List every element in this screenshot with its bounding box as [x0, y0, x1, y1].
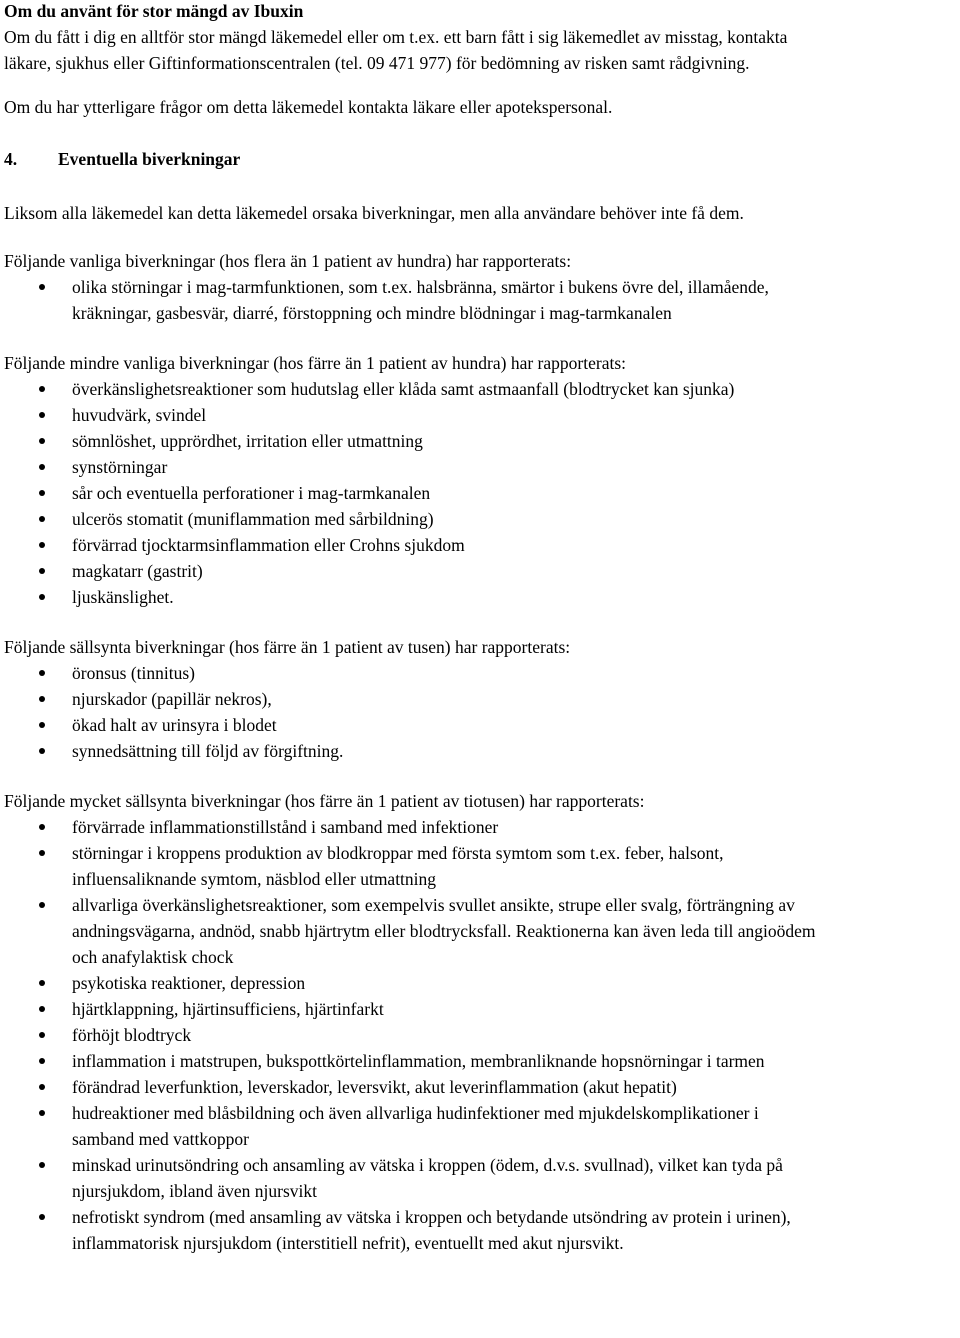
- list-item: [4, 1022, 956, 1048]
- bullet-icon: [39, 412, 45, 418]
- side-effect-groups: [4, 248, 956, 1256]
- list-item-line: allvarliga överkänslighetsreaktioner, som exempelvis svullet ansikte, strupe eller svalg, förträngning av: [72, 895, 795, 915]
- list-item-line: njurskador (papillär nekros),: [72, 689, 272, 709]
- list-item-line: synstörningar: [72, 457, 168, 477]
- bullet-icon: [39, 1084, 45, 1090]
- overdose-text-line-1: Om du fått i dig en alltför stor mängd läkemedel eller om t.ex. ett barn fått i sig läkemedlet av misstag, kontakta: [4, 27, 788, 47]
- side-effect-group: [4, 248, 956, 326]
- list-item-line: ökad halt av urinsyra i blodet: [72, 715, 277, 735]
- list-item-line: överkänslighetsreaktioner som hudutslag eller klåda samt astmaanfall (blodtrycket kan sjunka): [72, 379, 735, 399]
- list-item: [4, 686, 956, 712]
- bullet-icon: [39, 594, 45, 600]
- list-item: [4, 274, 956, 326]
- list-item: [4, 454, 956, 480]
- list-item-line: synnedsättning till följd av förgiftning.: [72, 741, 344, 761]
- list-item-line: samband med vattkoppor: [72, 1129, 249, 1149]
- group-lead-text: Följande vanliga biverkningar (hos flera än 1 patient av hundra) har rapporterats:: [4, 251, 572, 271]
- list-item-line: psykotiska reaktioner, depression: [72, 973, 306, 993]
- list-item-line: sömnlöshet, upprördhet, irritation eller utmattning: [72, 431, 423, 451]
- bullet-icon: [39, 696, 45, 702]
- bullet-icon: [39, 748, 45, 754]
- bullet-icon: [39, 824, 45, 830]
- bullet-icon: [39, 1214, 45, 1220]
- section-intro: Liksom alla läkemedel kan detta läkemedel orsaka biverkningar, men alla användare behöver inte få dem.: [4, 203, 744, 223]
- section-heading: [4, 146, 956, 172]
- bullet-icon: [39, 542, 45, 548]
- bullet-icon: [39, 386, 45, 392]
- bullet-icon: [39, 722, 45, 728]
- list-item: [4, 996, 956, 1022]
- bullet-icon: [39, 850, 45, 856]
- bullet-icon: [39, 1110, 45, 1116]
- group-lead-text: Följande mindre vanliga biverkningar (hos färre än 1 patient av hundra) har rapporterats:: [4, 353, 626, 373]
- overdose-heading: Om du använt för stor mängd av Ibuxin: [4, 1, 304, 21]
- list-item-line: ljuskänslighet.: [72, 587, 174, 607]
- side-effect-group: [4, 634, 956, 764]
- overdose-text-line-2: läkare, sjukhus eller Giftinformationscentralen (tel. 09 471 977) för bedömning av risken samt rådgivning.: [4, 53, 750, 73]
- list-item-line: förvärrad tjocktarmsinflammation eller Crohns sjukdom: [72, 535, 465, 555]
- list-item-line: olika störningar i mag-tarmfunktionen, som t.ex. halsbränna, smärtor i bukens övre del, illamående,: [72, 277, 769, 297]
- list-item: [4, 428, 956, 454]
- list-item-line: huvudvärk, svindel: [72, 405, 207, 425]
- list-item-line: minskad urinutsöndring och ansamling av vätska i kroppen (ödem, d.v.s. svullnad), vilket kan tyda på: [72, 1155, 783, 1175]
- list-item: [4, 584, 956, 610]
- bullet-icon: [39, 670, 45, 676]
- list-item-line: kräkningar, gasbesvär, diarré, förstoppning och mindre blödningar i mag-tarmkanalen: [72, 303, 672, 323]
- list-item: [4, 376, 956, 402]
- section-number: 4.: [4, 149, 18, 169]
- list-item: [4, 840, 956, 892]
- list-item-line: störningar i kroppens produktion av blodkroppar med första symtom som t.ex. feber, halsont,: [72, 843, 724, 863]
- bullet-icon: [39, 438, 45, 444]
- list-item-line: förändrad leverfunktion, leverskador, leversvikt, akut leverinflammation (akut hepatit): [72, 1077, 677, 1097]
- side-effect-group: [4, 788, 956, 1256]
- bullet-icon: [39, 490, 45, 496]
- bullet-icon: [39, 284, 45, 290]
- bullet-icon: [39, 1032, 45, 1038]
- list-item-line: inflammatorisk njursjukdom (interstitiell nefrit), eventuellt med akut njursvikt.: [72, 1233, 624, 1253]
- list-item-line: nefrotiskt syndrom (med ansamling av vätska i kroppen och betydande utsöndring av protein i urinen),: [72, 1207, 791, 1227]
- bullet-icon: [39, 980, 45, 986]
- list-item-line: inflammation i matstrupen, bukspottkörtelinflammation, membranliknande hopsnörningar i tarmen: [72, 1051, 765, 1071]
- list-item-line: förvärrade inflammationstillstånd i samband med infektioner: [72, 817, 499, 837]
- group-lead-text: Följande sällsynta biverkningar (hos färre än 1 patient av tusen) har rapporterats:: [4, 637, 571, 657]
- list-item: [4, 480, 956, 506]
- list-item: [4, 1074, 956, 1100]
- list-item-line: magkatarr (gastrit): [72, 561, 203, 581]
- list-item: [4, 892, 956, 970]
- list-item-line: andningsvägarna, andnöd, snabb hjärtrytm eller blodtrycksfall. Reaktionerna kan även leda till angioödem: [72, 921, 816, 941]
- list-item: [4, 1204, 956, 1256]
- list-item-line: njursjukdom, ibland även njursvikt: [72, 1181, 317, 1201]
- bullet-list: [4, 814, 956, 1256]
- list-item: [4, 532, 956, 558]
- bullet-icon: [39, 1162, 45, 1168]
- list-item: [4, 402, 956, 428]
- list-item-line: hjärtklappning, hjärtinsufficiens, hjärtinfarkt: [72, 999, 384, 1019]
- list-item: [4, 660, 956, 686]
- list-item: [4, 558, 956, 584]
- bullet-icon: [39, 464, 45, 470]
- bullet-icon: [39, 568, 45, 574]
- list-item-line: influensaliknande symtom, näsblod eller utmattning: [72, 869, 437, 889]
- side-effect-group: [4, 350, 956, 610]
- bullet-icon: [39, 1006, 45, 1012]
- list-item: [4, 712, 956, 738]
- list-item: [4, 1048, 956, 1074]
- bullet-list: [4, 376, 956, 610]
- bullet-icon: [39, 1058, 45, 1064]
- group-lead-text: Följande mycket sällsynta biverkningar (hos färre än 1 patient av tiotusen) har rapporterats:: [4, 791, 645, 811]
- list-item-line: öronsus (tinnitus): [72, 663, 195, 683]
- list-item-line: sår och eventuella perforationer i mag-tarmkanalen: [72, 483, 431, 503]
- list-item: [4, 814, 956, 840]
- list-item-line: förhöjt blodtryck: [72, 1025, 192, 1045]
- list-item: [4, 1152, 956, 1204]
- questions-text: Om du har ytterligare frågor om detta läkemedel kontakta läkare eller apotekspersonal.: [4, 97, 613, 117]
- list-item: [4, 738, 956, 764]
- list-item-line: hudreaktioner med blåsbildning och även allvarliga hudinfektioner med mjukdelskomplikationer i: [72, 1103, 759, 1123]
- list-item-line: och anafylaktisk chock: [72, 947, 234, 967]
- bullet-list: [4, 274, 956, 326]
- bullet-icon: [39, 516, 45, 522]
- bullet-icon: [39, 902, 45, 908]
- bullet-list: [4, 660, 956, 764]
- list-item-line: ulcerös stomatit (muniflammation med sårbildning): [72, 509, 434, 529]
- list-item: [4, 970, 956, 996]
- section-title: Eventuella biverkningar: [58, 149, 241, 169]
- list-item: [4, 1100, 956, 1152]
- list-item: [4, 506, 956, 532]
